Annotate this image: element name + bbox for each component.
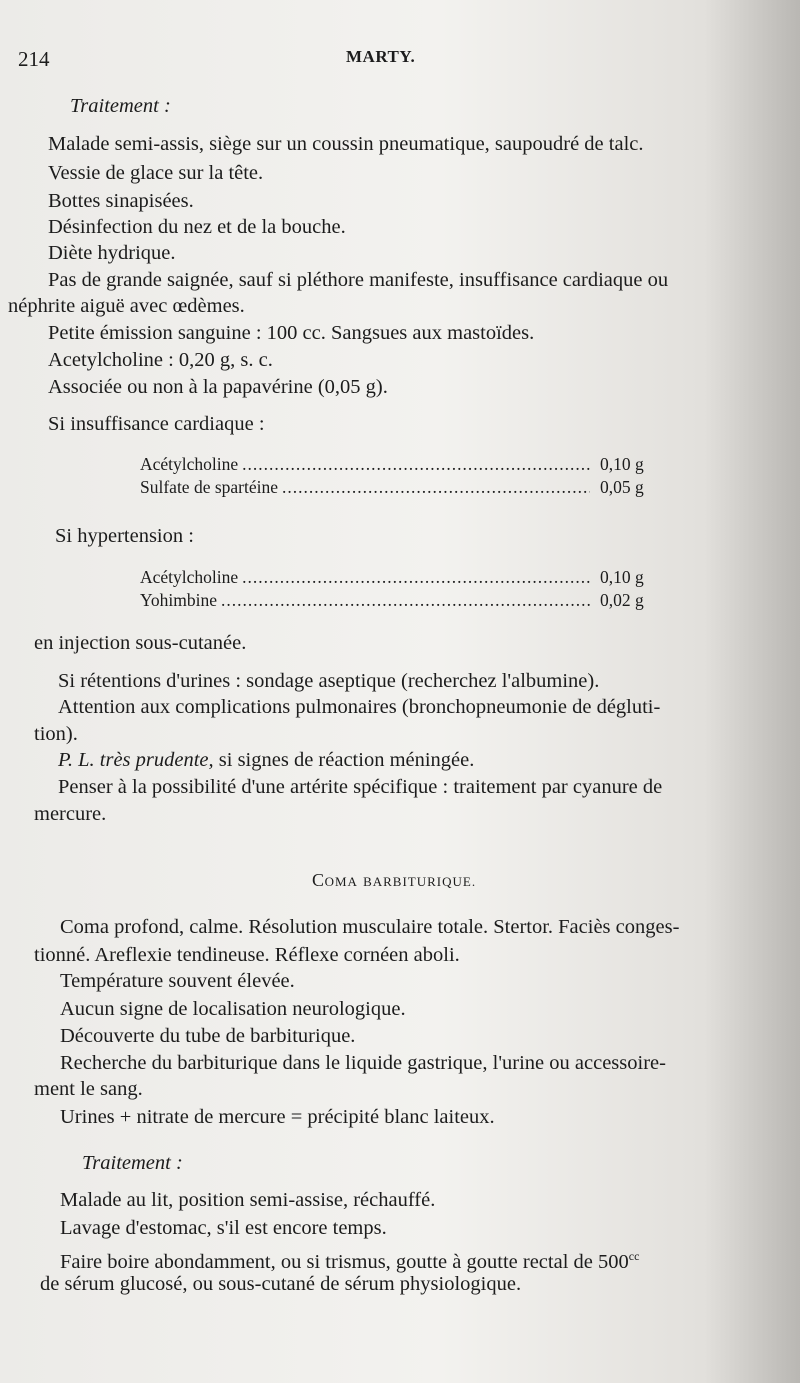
leader-dots bbox=[282, 476, 590, 498]
text-line: Coma profond, calme. Résolution musculaire totale. Stertor. Faciès conges- bbox=[60, 916, 680, 938]
table-row bbox=[140, 453, 670, 476]
section-title bbox=[312, 870, 476, 891]
text-line: Penser à la possibilité d'une artérite spécifique : traitement par cyanure de bbox=[58, 776, 663, 798]
running-title: MARTY. bbox=[346, 47, 416, 66]
page-number: 214 bbox=[18, 47, 50, 71]
text-line: Malade semi-assis, siège sur un coussin pneumatique, saupoudré de talc. bbox=[48, 133, 644, 155]
table-row bbox=[140, 589, 670, 612]
condition-cardiac: Si insuffisance cardiaque : bbox=[48, 413, 265, 435]
text-line: Aucun signe de localisation neurologique. bbox=[60, 998, 406, 1020]
leader-dots bbox=[242, 566, 590, 588]
section-title-small: BARBITURIQUE. bbox=[363, 874, 477, 889]
table-row bbox=[140, 566, 670, 589]
text-line: Vessie de glace sur la tête. bbox=[48, 162, 264, 184]
dosage-table-hypertension bbox=[140, 566, 670, 612]
text-line: en injection sous-cutanée. bbox=[34, 632, 247, 654]
drug-name: Sulfate de spartéine bbox=[140, 477, 279, 497]
section-title-rest: OMA bbox=[324, 874, 358, 889]
text-line: Recherche du barbiturique dans le liquide gastrique, l'urine ou accessoire- bbox=[60, 1052, 666, 1074]
lp-rest: si signes de réaction méningée. bbox=[213, 749, 475, 771]
text-line: de sérum glucosé, ou sous-cutané de sérum physiologique. bbox=[40, 1273, 522, 1295]
drug-dose: 0,10 g bbox=[600, 567, 644, 587]
text-line: Petite émission sanguine : 100 cc. Sangsues aux mastoïdes. bbox=[48, 322, 535, 344]
text-line: tion). bbox=[34, 723, 78, 745]
text-line: Pas de grande saignée, sauf si pléthore manifeste, insuffisance cardiaque ou bbox=[48, 269, 669, 291]
leader-dots bbox=[242, 453, 590, 475]
text-line: mercure. bbox=[34, 803, 107, 825]
text-line bbox=[58, 747, 474, 773]
text-line: Acetylcholine : 0,20 g, s. c. bbox=[48, 349, 273, 371]
text-line: Urines + nitrate de mercure = précipité blanc laiteux. bbox=[60, 1106, 495, 1128]
section-heading: Traitement : bbox=[70, 95, 171, 117]
drug-name: Acétylcholine bbox=[140, 454, 239, 474]
text-line: Si rétentions d'urines : sondage aseptique (recherchez l'albumine). bbox=[58, 670, 600, 692]
dosage-table-cardiac bbox=[140, 453, 670, 499]
drug-dose: 0,05 g bbox=[600, 477, 644, 497]
text-line-main: Faire boire abondamment, ou si trismus, goutte à goutte rectal de 500 bbox=[60, 1250, 629, 1273]
table-row bbox=[140, 476, 670, 499]
text-line: ment le sang. bbox=[34, 1078, 143, 1100]
text-line: Découverte du tube de barbiturique. bbox=[60, 1025, 356, 1047]
drug-name: Yohimbine bbox=[140, 590, 217, 610]
text-line: Bottes sinapisées. bbox=[48, 190, 194, 212]
section-heading: Traitement : bbox=[82, 1152, 183, 1174]
text-line: Lavage d'estomac, s'il est encore temps. bbox=[60, 1217, 387, 1239]
section-title-cap: C bbox=[312, 870, 325, 890]
text-line: Associée ou non à la papavérine (0,05 g). bbox=[48, 376, 388, 398]
text-line: Attention aux complications pulmonaires (bronchopneumonie de dégluti- bbox=[58, 696, 661, 718]
drug-dose: 0,10 g bbox=[600, 454, 644, 474]
text-line: Diète hydrique. bbox=[48, 242, 176, 264]
drug-dose: 0,02 g bbox=[600, 590, 644, 610]
text-line: tionné. Areflexie tendineuse. Réflexe cornéen aboli. bbox=[34, 944, 460, 966]
leader-dots bbox=[221, 589, 590, 611]
lp-italic: P. L. très prudente, bbox=[58, 749, 214, 771]
text-line: Malade au lit, position semi-assise, réchauffé. bbox=[60, 1189, 436, 1211]
drug-name: Acétylcholine bbox=[140, 567, 239, 587]
text-line: néphrite aiguë avec œdèmes. bbox=[8, 295, 245, 317]
unit-superscript: cc bbox=[628, 1249, 640, 1263]
text-line: Désinfection du nez et de la bouche. bbox=[48, 216, 346, 238]
condition-hypertension: Si hypertension : bbox=[55, 525, 194, 547]
text-line: Température souvent élevée. bbox=[60, 970, 295, 992]
